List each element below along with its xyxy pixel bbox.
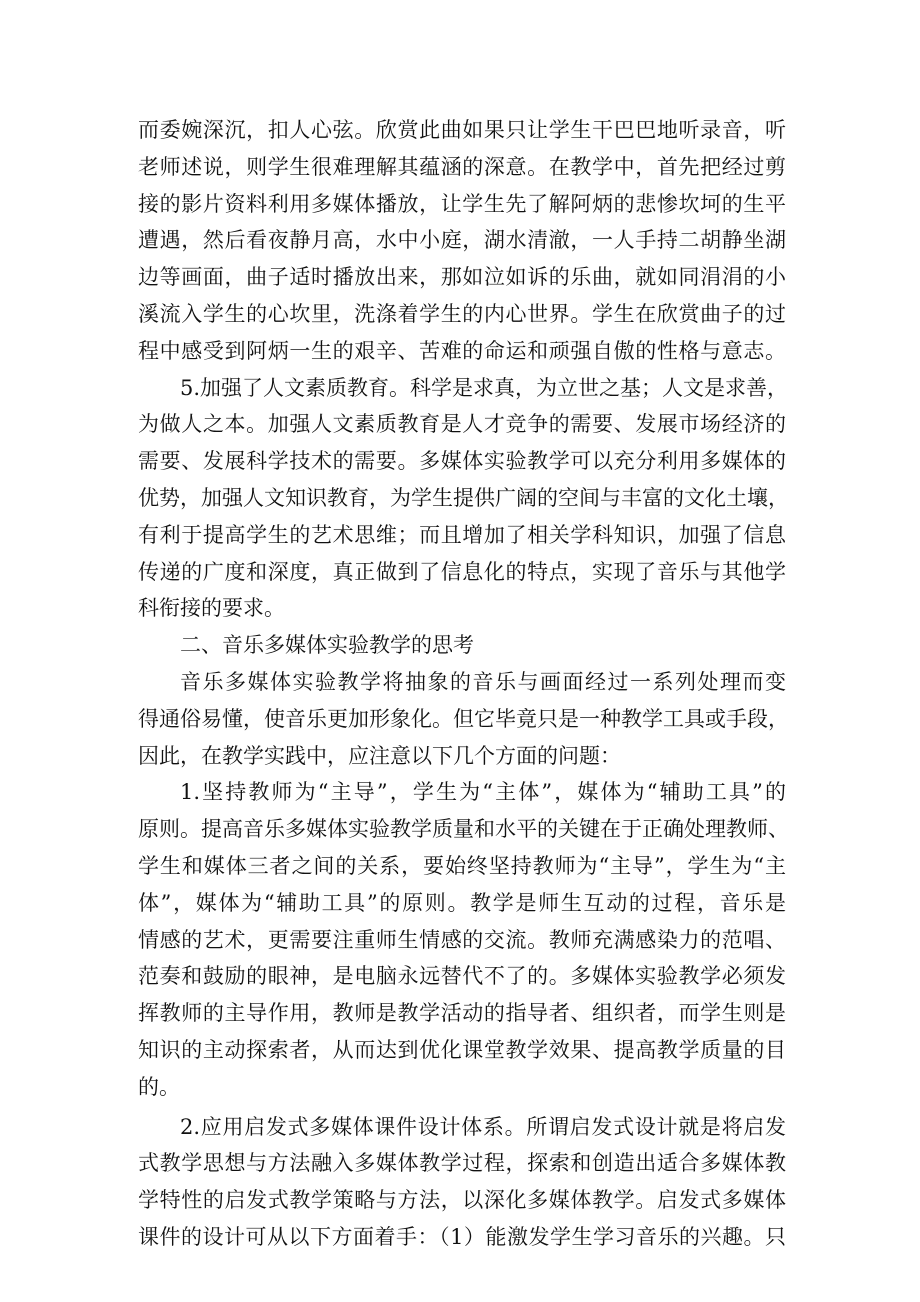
text-line: 老师述说，则学生很难理解其蕴涵的深意。在教学中，首先把经过剪 (138, 154, 786, 179)
text-line: 情感的艺术，更需要注重师生情感的交流。教师充满感染力的范唱、 (138, 927, 786, 952)
text-line: 边等画面，曲子适时播放出来，那如泣如诉的乐曲，就如同涓涓的小 (138, 265, 786, 290)
text-line: 传递的广度和深度，真正做到了信息化的特点，实现了音乐与其他学 (138, 559, 786, 584)
text-line: 学生和媒体三者之间的关系，要始终坚持教师为“主导”，学生为“主 (138, 853, 786, 878)
paragraph-item-1 (138, 774, 789, 1105)
paragraph-item-2 (138, 1109, 786, 1256)
text-line: 2.应用启发式多媒体课件设计体系。所谓启发式设计就是将启发 (180, 1114, 786, 1139)
text-line: 音乐多媒体实验教学将抽象的音乐与画面经过一系列处理而变 (180, 669, 786, 694)
text-line: 需要、发展科学技术的需要。多媒体实验教学可以充分利用多媒体的 (138, 449, 786, 474)
text-line: 溪流入学生的心坎里，洗涤着学生的内心世界。学生在欣赏曲子的过 (138, 301, 786, 326)
text-line: 而委婉深沉，扣人心弦。欣赏此曲如果只让学生干巴巴地听录音，听 (138, 118, 786, 142)
text-line: 有利于提高学生的艺术思维；而且增加了相关学科知识，加强了信息 (138, 522, 786, 547)
text-line: 因此，在教学实践中，应注意以下几个方面的问题： (138, 743, 621, 768)
text-line: 挥教师的主导作用，教师是教学活动的指导者、组织者，而学生则是 (138, 1001, 786, 1026)
text-line: 为做人之本。加强人文素质教育是人才竞争的需要、发展市场经济的 (138, 412, 786, 437)
text-line: 体”，媒体为“辅助工具”的原则。教学是师生互动的过程，音乐是 (138, 890, 786, 915)
document-page (138, 112, 789, 1256)
paragraph-continued (138, 112, 786, 370)
text-line: 学特性的启发式教学策略与方法，以深化多媒体教学。启发式多媒体 (138, 1188, 786, 1213)
paragraph-intro (138, 664, 789, 774)
text-line: 课件的设计可从以下方面着手：（1）能激发学生学习音乐的兴趣。只 (138, 1224, 786, 1249)
text-line: 1.坚持教师为“主导”，学生为“主体”，媒体为“辅助工具”的 (180, 780, 786, 805)
text-line: 接的影片资料利用多媒体播放，让学生先了解阿炳的悲惨坎坷的生平 (138, 191, 786, 216)
section-heading (138, 627, 786, 664)
text-line: 5.加强了人文素质教育。科学是求真，为立世之基；人文是求善， (180, 375, 789, 400)
text-line: 程中感受到阿炳一生的艰辛、苦难的命运和顽强自傲的性格与意志。 (138, 338, 786, 363)
text-line: 遭遇，然后看夜静月高，水中小庭，湖水清澈，一人手持二胡静坐湖 (138, 228, 786, 253)
text-line: 范奏和鼓励的眼神，是电脑永远替代不了的。多媒体实验教学必须发 (138, 964, 786, 989)
text-line: 的。 (138, 1074, 180, 1099)
text-line: 科衔接的要求。 (138, 596, 285, 621)
text-line: 式教学思想与方法融入多媒体教学过程，探索和创造出适合多媒体教 (138, 1151, 786, 1176)
text-line: 得通俗易懂，使音乐更加形象化。但它毕竟只是一种教学工具或手段， (138, 706, 789, 731)
text-line: 优势，加强人文知识教育，为学生提供广阔的空间与丰富的文化土壤， (138, 485, 789, 510)
paragraph-item-5 (138, 370, 789, 628)
text-line: 知识的主动探索者，从而达到优化课堂教学效果、提高教学质量的目 (138, 1037, 786, 1062)
heading-text: 二、音乐多媒体实验教学的思考 (180, 633, 474, 658)
text-line: 原则。提高音乐多媒体实验教学质量和水平的关键在于正确处理教师、 (138, 817, 789, 842)
